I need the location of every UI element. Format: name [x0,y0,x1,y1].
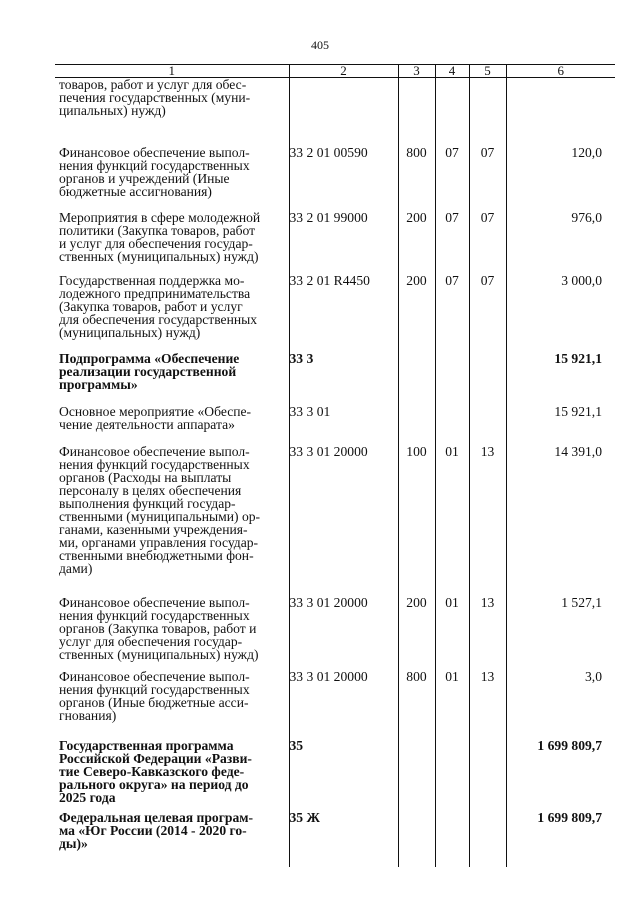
row-name: Финансовое обеспечение выпол- нения функций государственных органов (Иные бюджетные асси- гнования) [55,670,289,739]
row-name: Государственная программа Российской Федерации «Разви- тие Северо-Кавказского феде- рального округа» на период до 2025 года [55,739,289,811]
row-col-3: 200 [398,596,435,670]
table-row [55,352,615,405]
row-name: Подпрограмма «Обеспечение реализации государственной программы» [55,352,289,405]
table-row [55,78,615,147]
row-amount [506,78,615,147]
row-col-5 [469,78,506,147]
row-col-4: 07 [435,211,469,274]
row-col-5 [469,352,506,405]
row-col-4 [435,78,469,147]
row-name: Федеральная целевая програм- ма «Юг России (2014 - 2020 го- ды)» [55,811,289,867]
table-row [55,596,615,670]
header-col-3: 3 [398,65,435,78]
row-name: Основное мероприятие «Обеспе- чение деятельности аппарата» [55,405,289,445]
header-col-5: 5 [469,65,506,78]
row-col-5 [469,811,506,867]
row-amount: 1 527,1 [506,596,615,670]
row-code: 33 3 01 20000 [289,445,398,596]
table-row [55,445,615,596]
row-col-5: 13 [469,445,506,596]
table-row [55,211,615,274]
row-code: 33 2 01 99000 [289,211,398,274]
row-col-4: 07 [435,146,469,211]
table-row [55,405,615,445]
row-code: 33 3 [289,352,398,405]
row-col-4: 01 [435,445,469,596]
row-col-3 [398,352,435,405]
table-row [55,146,615,211]
row-col-3 [398,811,435,867]
row-code [289,78,398,147]
row-col-3: 100 [398,445,435,596]
table-row [55,670,615,739]
table-row [55,739,615,811]
row-amount: 14 391,0 [506,445,615,596]
row-name: товаров, работ и услуг для обес- печения государственных (муни- ципальных) нужд) [55,78,289,147]
row-amount: 1 699 809,7 [506,739,615,811]
row-name: Мероприятия в сфере молодежной политики (Закупка товаров, работ и услуг для обеспечения государ- ственных (муниципальных) нужд) [55,211,289,274]
row-col-4: 01 [435,596,469,670]
row-amount: 3 000,0 [506,274,615,352]
row-code: 33 2 01 00590 [289,146,398,211]
row-col-4 [435,352,469,405]
row-code: 33 2 01 R4450 [289,274,398,352]
row-col-5 [469,739,506,811]
row-code: 33 3 01 20000 [289,596,398,670]
table-row [55,274,615,352]
row-amount: 976,0 [506,211,615,274]
row-code: 33 3 01 [289,405,398,445]
row-col-5: 13 [469,596,506,670]
row-col-4: 01 [435,670,469,739]
header-col-6: 6 [506,65,615,78]
table-row [55,811,615,867]
row-col-3: 800 [398,146,435,211]
header-col-4: 4 [435,65,469,78]
row-name: Государственная поддержка мо- лодежного предпринимательства (Закупка товаров, работ и услуг для обеспечения государственных (муниципальных) нужд) [55,274,289,352]
row-col-4 [435,811,469,867]
page-number: 405 [311,38,329,52]
row-col-5: 13 [469,670,506,739]
row-col-4: 07 [435,274,469,352]
row-col-5: 07 [469,146,506,211]
row-col-3 [398,405,435,445]
budget-table [55,64,615,867]
row-col-5: 07 [469,274,506,352]
header-row [55,65,615,78]
row-code: 35 Ж [289,811,398,867]
row-amount: 15 921,1 [506,352,615,405]
row-amount: 1 699 809,7 [506,811,615,867]
row-amount: 3,0 [506,670,615,739]
row-amount: 15 921,1 [506,405,615,445]
row-code: 35 [289,739,398,811]
row-name: Финансовое обеспечение выпол- нения функций государственных органов и учреждений (Иные бюджетные ассигнования) [55,146,289,211]
row-col-3: 800 [398,670,435,739]
row-col-4 [435,405,469,445]
header-col-1: 1 [55,65,289,78]
row-col-5 [469,405,506,445]
row-amount: 120,0 [506,146,615,211]
row-col-3: 200 [398,211,435,274]
header-col-2: 2 [289,65,398,78]
row-col-5: 07 [469,211,506,274]
row-name: Финансовое обеспечение выпол- нения функций государственных органов (Расходы на выплаты персоналу в целях обеспечения выполнения функций государ- ственными (муниципальными) ор- ганами, казенными учреждения- ми, органами управления государ- ственными внебюджетными фон- дами) [55,445,289,596]
row-col-3 [398,739,435,811]
row-col-4 [435,739,469,811]
row-name: Финансовое обеспечение выпол- нения функций государственных органов (Закупка товаров, работ и услуг для обеспечения государ- ственных (муниципальных) нужд) [55,596,289,670]
row-code: 33 3 01 20000 [289,670,398,739]
row-col-3: 200 [398,274,435,352]
row-col-3 [398,78,435,147]
